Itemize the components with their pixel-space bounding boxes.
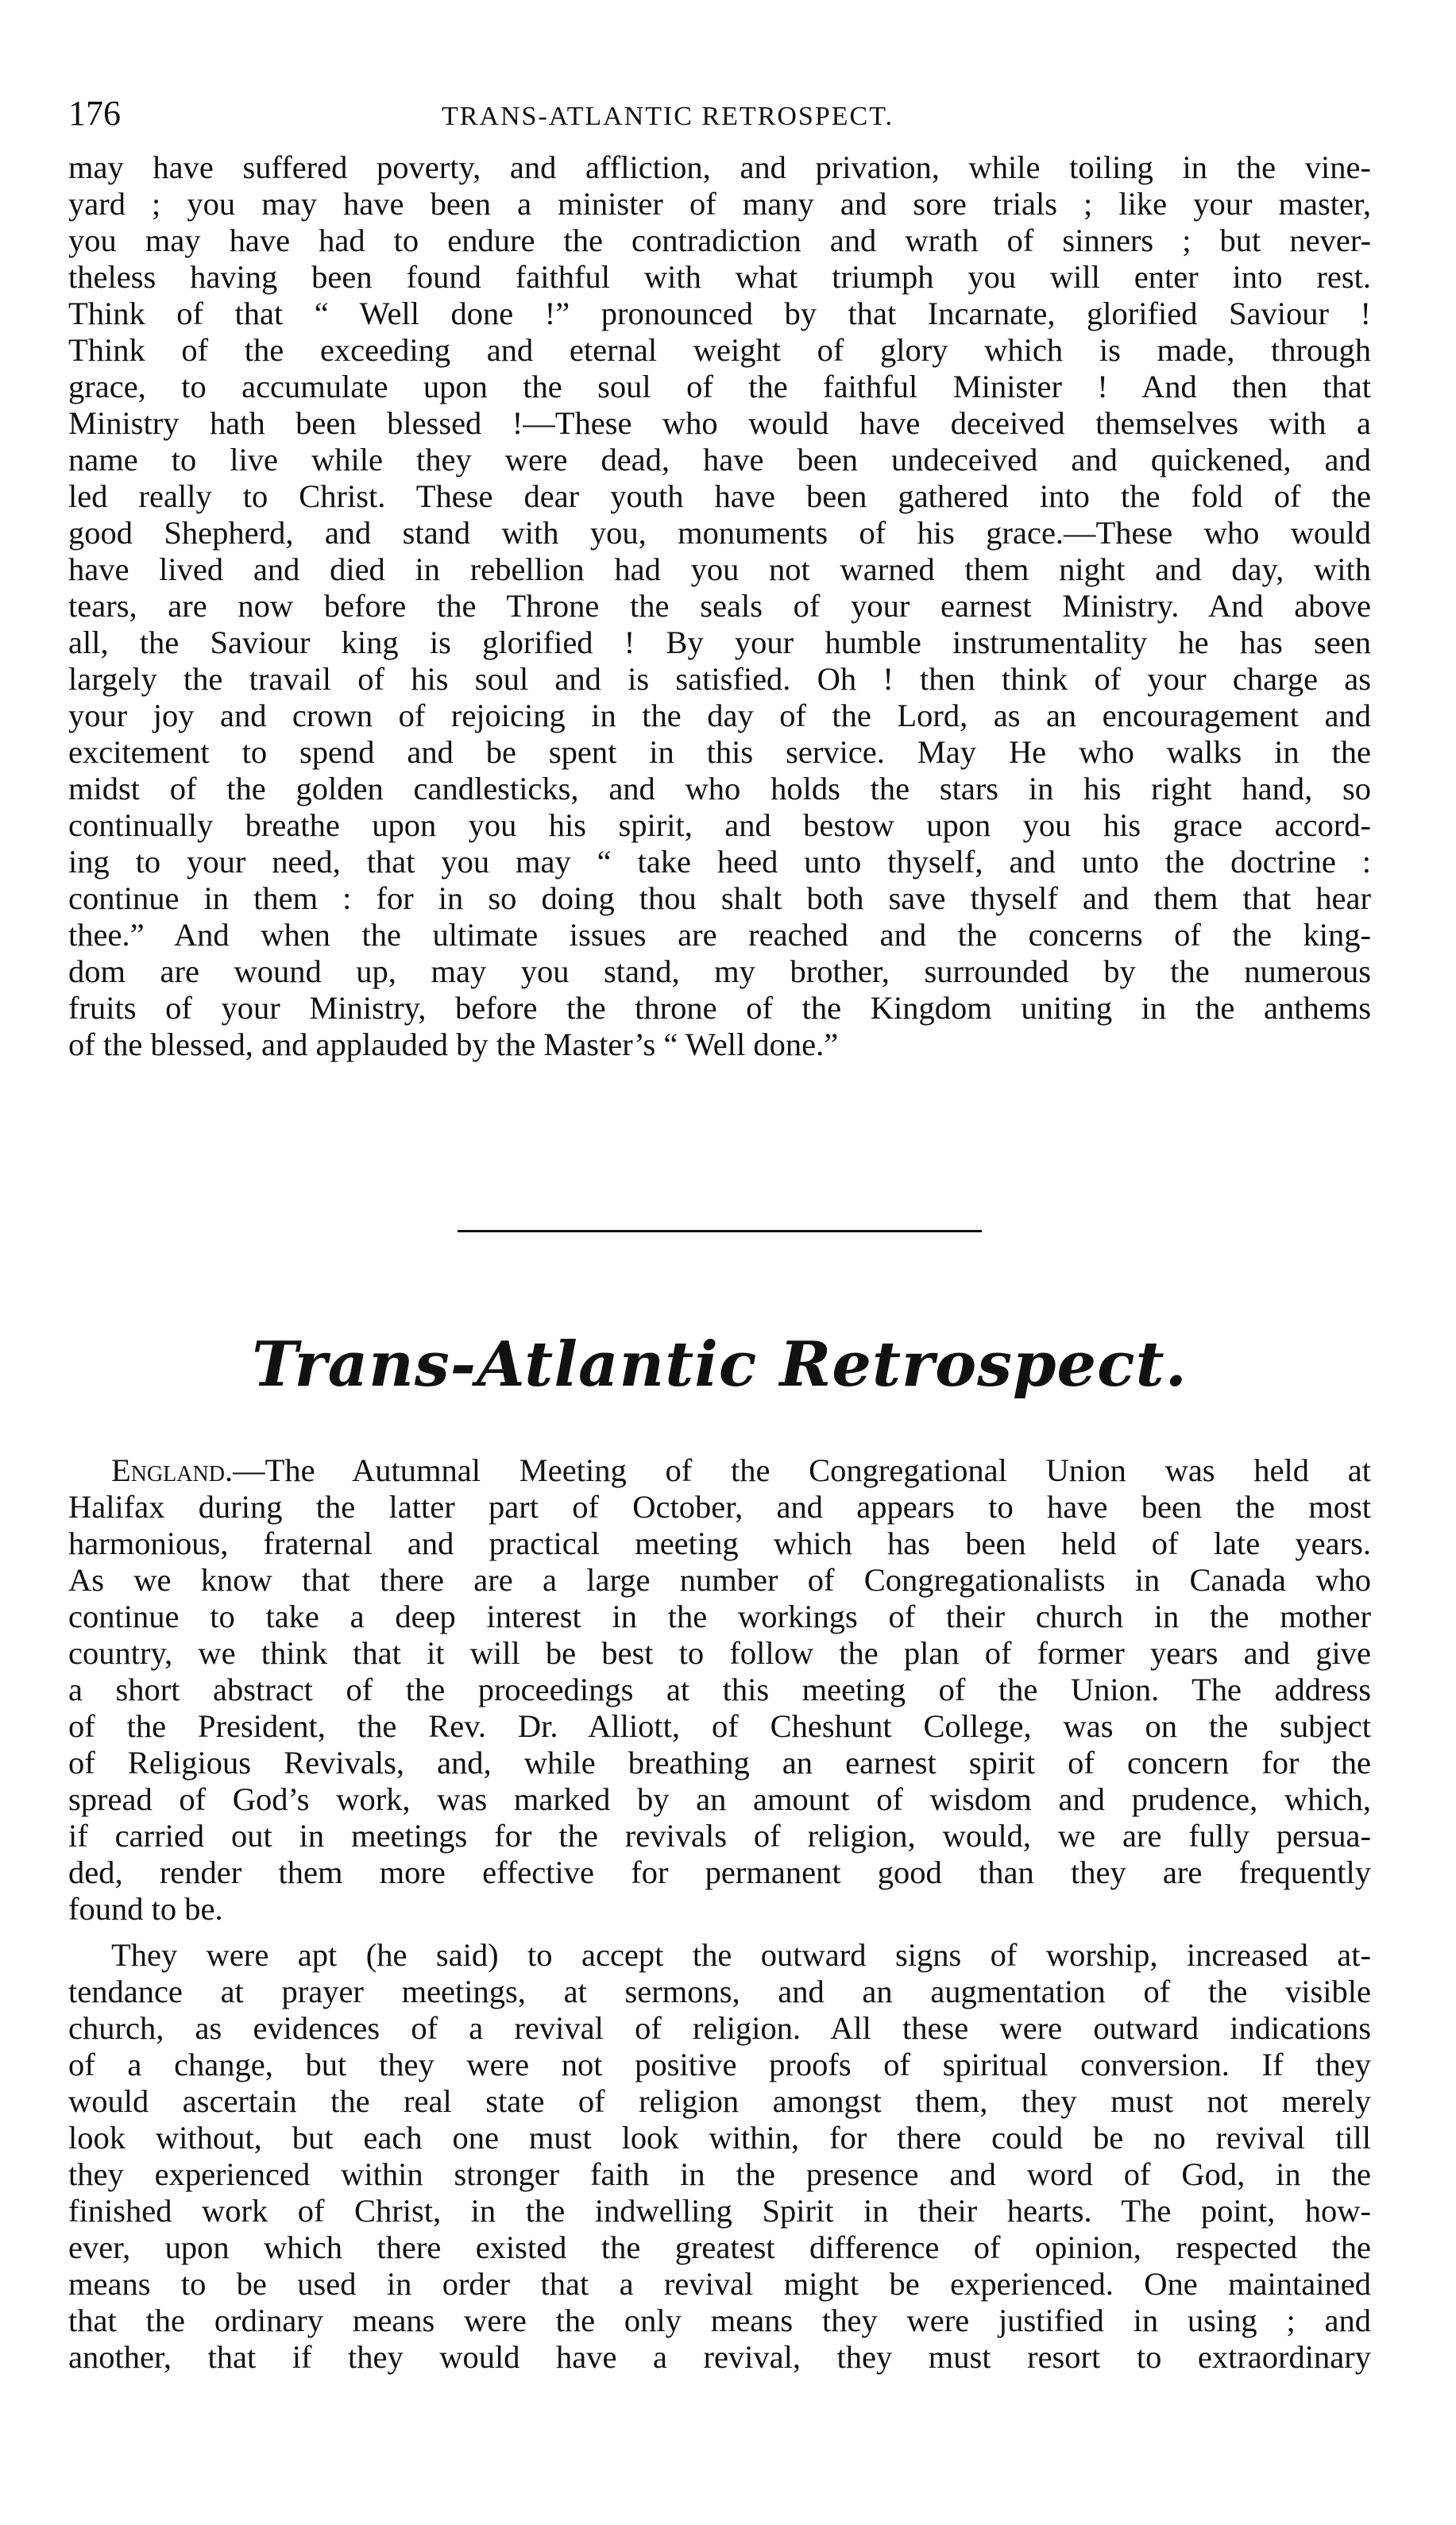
text-line: of the blessed, and applauded by the Master’s “ Well done.” — [68, 1027, 839, 1062]
text-line: you may have had to endure the contradiction and wrath of sinners ; but never- — [68, 222, 1371, 258]
text-line: dom are wound up, may you stand, my brother, surrounded by the numerous — [68, 953, 1371, 989]
text-line: a short abstract of the proceedings at this meeting of the Union. The address — [68, 1672, 1371, 1707]
text-line: good Shepherd, and stand with you, monuments of his grace.—These who would — [68, 515, 1371, 551]
text-line: Halifax during the latter part of October, and appears to have been the most — [68, 1489, 1371, 1525]
text-line: church, as evidences of a revival of religion. All these were outward indications — [68, 2010, 1371, 2046]
page-number: 176 — [68, 94, 121, 133]
text-line: ever, upon which there existed the greatest difference of opinion, respected the — [68, 2229, 1371, 2265]
text-line: harmonious, fraternal and practical meeting which has been held of late years. — [68, 1525, 1371, 1561]
text-line: another, that if they would have a revival, they must resort to extraordinary — [68, 2339, 1371, 2375]
text-line: have lived and died in rebellion had you not warned them night and day, with — [68, 551, 1371, 587]
text-line: may have suffered poverty, and affliction, and privation, while toiling in the vine- — [68, 149, 1371, 185]
text-line: tears, are now before the Throne the seals of your earnest Ministry. And above — [68, 588, 1371, 624]
text-line: thee.” And when the ultimate issues are reached and the concerns of the king- — [68, 917, 1371, 953]
text-line: Think of that “ Well done !” pronounced by that Incarnate, glorified Saviour ! — [68, 296, 1371, 331]
text-line: tendance at prayer meetings, at sermons, and an augmentation of the visible — [68, 1974, 1371, 2009]
section-divider — [458, 1230, 982, 1232]
text-line: As we know that there are a large number of Congregationalists in Canada who — [68, 1562, 1371, 1598]
text-line-rest: —The Autumnal Meeting of the Congregational Union was held at — [233, 1452, 1371, 1488]
text-line: means to be used in order that a revival might be experienced. One maintained — [68, 2266, 1371, 2302]
text-line: ded, render them more effective for permanent good than they are frequently — [68, 1854, 1371, 1890]
text-line: They were apt (he said) to accept the outward signs of worship, increased at- — [111, 1937, 1371, 1973]
text-line: excitement to spend and be spent in this service. May He who walks in the — [68, 734, 1371, 770]
text-line: all, the Saviour king is glorified ! By your humble instrumentality he has seen — [68, 624, 1371, 660]
text-line: if carried out in meetings for the revivals of religion, would, we are fully persua- — [68, 1818, 1371, 1854]
retrospect-section — [68, 1452, 1371, 2376]
text-line: Ministry hath been blessed !—These who would have deceived themselves with a — [68, 405, 1371, 441]
paragraph-lead: England. — [111, 1452, 234, 1488]
text-line: name to live while they were dead, have been undeceived and quickened, and — [68, 442, 1371, 478]
text-line: theless having been found faithful with what triumph you will enter into rest. — [68, 259, 1371, 295]
text-line: fruits of your Ministry, before the throne of the Kingdom uniting in the anthems — [68, 990, 1371, 1026]
text-line: continue in them : for in so doing thou shalt both save thyself and them that hear — [68, 880, 1371, 916]
text-line — [68, 1452, 1371, 1489]
text-line: Think of the exceeding and eternal weight of glory which is made, through — [68, 332, 1371, 368]
text-line: your joy and crown of rejoicing in the day of the Lord, as an encouragement and — [68, 698, 1371, 733]
text-line: they experienced within stronger faith in the presence and word of God, in the — [68, 2156, 1371, 2192]
text-line: continually breathe upon you his spirit, and bestow upon you his grace accord- — [68, 807, 1371, 843]
document-page — [68, 94, 1371, 2375]
closing-paragraph — [68, 149, 1371, 1063]
text-line: country, we think that it will be best to follow the plan of former years and give — [68, 1635, 1371, 1671]
text-line: led really to Christ. These dear youth have been gathered into the fold of the — [68, 478, 1371, 514]
england-paragraph — [68, 1452, 1371, 1928]
text-line: look without, but each one must look within, for there could be no revival till — [68, 2120, 1371, 2156]
text-line: midst of the golden candlesticks, and who holds the stars in his right hand, so — [68, 771, 1371, 806]
section-title: Trans-Atlantic Retrospect. — [252, 1328, 1188, 1401]
text-line: found to be. — [68, 1891, 223, 1927]
text-line: of a change, but they were not positive proofs of spiritual conversion. If they — [68, 2047, 1371, 2082]
text-line: continue to take a deep interest in the workings of their church in the mother — [68, 1599, 1371, 1634]
text-line: of the President, the Rev. Dr. Alliott, of Cheshunt College, was on the subject — [68, 1708, 1371, 1744]
text-line: grace, to accumulate upon the soul of the faithful Minister ! And then that — [68, 369, 1371, 404]
text-line: would ascertain the real state of religion amongst them, they must not merely — [68, 2083, 1371, 2119]
revival-paragraph — [68, 1937, 1371, 2376]
text-line: finished work of Christ, in the indwelling Spirit in their hearts. The point, how- — [68, 2193, 1371, 2229]
text-line: spread of God’s work, was marked by an amount of wisdom and prudence, which, — [68, 1781, 1371, 1817]
text-line: of Religious Revivals, and, while breathing an earnest spirit of concern for the — [68, 1745, 1371, 1781]
text-line: largely the travail of his soul and is satisfied. Oh ! then think of your charge as — [68, 661, 1371, 697]
text-line: yard ; you may have been a minister of many and sore trials ; like your master, — [68, 186, 1371, 222]
text-line: ing to your need, that you may “ take heed unto thyself, and unto the doctrine : — [68, 844, 1371, 880]
running-title: TRANS-ATLANTIC RETROSPECT. — [442, 102, 894, 131]
running-head — [68, 94, 1371, 149]
text-line: that the ordinary means were the only means they were justified in using ; and — [68, 2303, 1371, 2338]
